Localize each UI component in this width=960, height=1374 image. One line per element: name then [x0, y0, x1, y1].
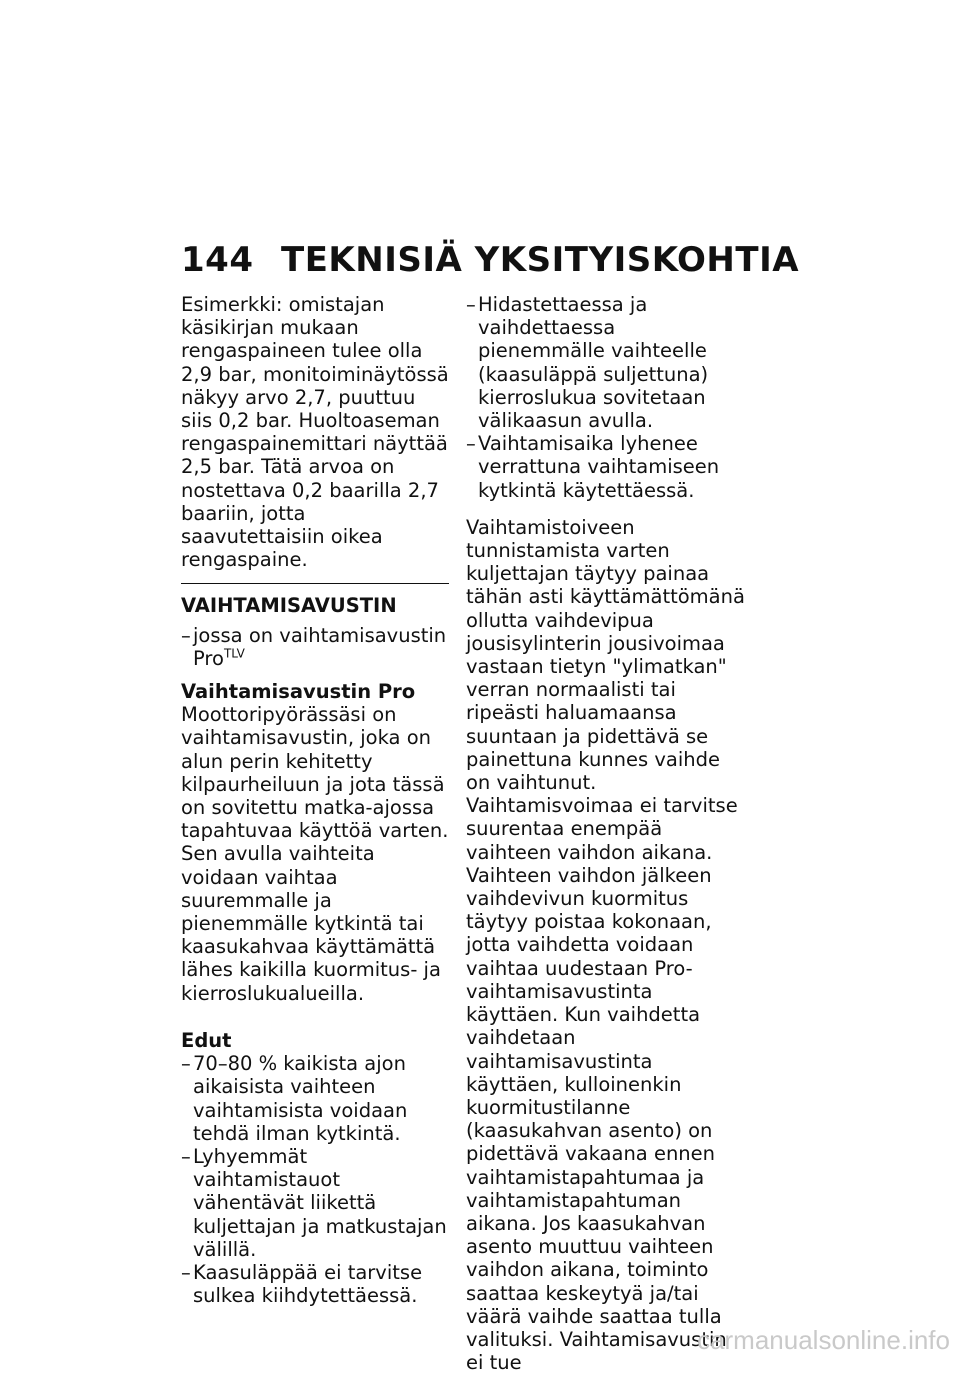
page-number: 144	[181, 240, 254, 280]
list-item: – Vaihtamisaika lyhenee verrattuna vaihtamiseen kytkintä käytettäessä.	[466, 432, 746, 502]
page-title: TEKNISIÄ YKSITYISKOHTIA	[281, 240, 800, 280]
section-list	[181, 624, 451, 670]
page-header	[181, 240, 799, 280]
list-item: – Lyhyemmät vaihtamistauot vähentävät liikettä kuljettajan ja matkustajan välillä.	[181, 1145, 451, 1261]
section-divider	[181, 583, 449, 584]
list-item: – 70–80 % kaikista ajon aikaisista vaihteen vaihtamisista voidaan tehdä ilman kytkintä.	[181, 1052, 451, 1145]
list-item: – Hidastettaessa ja vaihdettaessa pienemmälle vaihteelle (kaasuläppä suljettuna) kierroslukua sovitetaan välikaasun avulla.	[466, 293, 746, 432]
edut-list	[181, 1052, 451, 1307]
left-column	[181, 293, 451, 1307]
edut-title: Edut	[181, 1028, 232, 1052]
list-item: – Kaasuläppää ei tarvitse sulkea kiihdytettäessä.	[181, 1261, 451, 1307]
section-title: VAIHTAMISAVUSTIN	[181, 594, 397, 618]
list-item	[181, 624, 451, 670]
body-paragraph: Vaihtamistoiveen tunnistamista varten kuljettajan täytyy painaa tähän asti käyttämättömänä ollutta vaihdevipua jousisylinterin jousivoimaa vastaan tietyn "ylimatkan" verran normaalisti tai ripeästi haluamaansa suuntaan ja pidettävä se painettuna kunnes vaihde on vaihtunut. Vaihtamisvoimaa ei tarvitse suurentaa enempää vaihteen vaihdon aikana. Vaihteen vaihdon jälkeen vaihdevivun kuormitus täytyy poistaa kokonaan, jotta vaihdetta voidaan vaihtaa uudestaan Pro-vaihtamisavustinta käyttäen. Kun vaihdetta vaihdetaan vaihtamisavustinta käyttäen, kulloinenkin kuormitustilanne (kaasukahvan asento) on pidettävä vakaana ennen vaihtamistapahtumaa ja vaihtamistapahtuman aikana. Jos kaasukahvan asento muuttuu vaihteen vaihdon aikana, toiminto saattaa keskeytyä ja/tai väärä vaihde saattaa tulla valituksi. Vaihtamisavustin ei tue	[466, 515, 745, 1374]
subsection-title: Vaihtamisavustin Pro	[181, 680, 416, 704]
list-item-text: jossa on vaihtamisavustin Pro	[193, 623, 447, 670]
continued-list	[466, 293, 746, 502]
example-paragraph: Esimerkki: omistajan käsikirjan mukaan rengaspaineen tulee olla 2,9 bar, monitoiminäytössä näkyy arvo 2,7, puuttuu siis 0,2 bar. Huoltoaseman rengaspainemittari näyttää 2,5 bar. Tätä arvoa on nostettava 0,2 baarilla 2,7 baariin, jotta saavutettaisiin oikea rengaspaine.	[181, 293, 449, 572]
body-paragraph: Moottoripyörässäsi on vaihtamisavustin, joka on alun perin kehitetty kilpaurheiluun ja jota tässä on sovitettu matka-ajossa tapahtuvaa käyttöä varten. Sen avulla vaihteita voidaan vaihtaa suuremmalle ja pienemmälle kytkintä tai kaasukahvaa käyttämättä lähes kaikilla kuormitus- ja kierroslukualueilla.	[181, 703, 449, 1005]
right-column	[466, 293, 746, 1374]
watermark: carmanualsonline.info	[697, 1325, 950, 1355]
superscript: TLV	[223, 646, 245, 661]
